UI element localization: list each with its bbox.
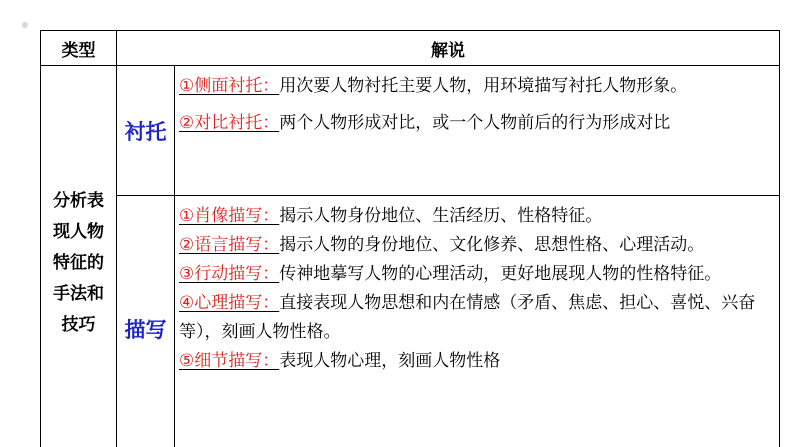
table-row (41, 66, 780, 196)
item-text: 用次要人物衬托主要人物，用环境描写衬托人物形象。 (279, 76, 688, 96)
category-label: 分析表现人物特征的手法和技巧 (53, 191, 104, 335)
contrast-content (175, 66, 780, 196)
list-item (179, 72, 775, 101)
item-text: 揭示人物的身份地位、文化修养、思想性格、心理活动。 (279, 235, 705, 255)
header-description: 解说 (117, 31, 780, 66)
item-label: ①肖像描写： (179, 206, 280, 226)
list-item (179, 109, 775, 138)
item-label: ②语言描写： (179, 235, 280, 255)
list-item (179, 231, 775, 260)
item-text: 揭示人物身份地位、生活经历、性格特征。 (279, 206, 603, 226)
table-row (41, 196, 780, 447)
item-label: ③行动描写： (179, 264, 280, 284)
item-text: 传神地摹写人物的心理活动，更好地展现人物的性格特征。 (279, 264, 722, 284)
list-item (179, 347, 775, 376)
item-text: 两个人物形成对比，或一个人物前后的行为形成对比 (279, 113, 671, 133)
slide-corner-dot (22, 22, 28, 28)
item-text: 直接表现人物思想和内在情感（矛盾、焦虑、担心、喜悦、兴奋等），刻画人物性格。 (179, 293, 756, 342)
item-label: ②对比衬托： (179, 113, 280, 133)
item-label: ①侧面衬托： (179, 76, 280, 96)
list-item (179, 260, 775, 289)
item-label: ⑤细节描写： (179, 351, 280, 371)
description-content (175, 196, 780, 447)
analysis-table (40, 30, 780, 447)
category-cell (41, 66, 117, 447)
item-text: 表现人物心理，刻画人物性格 (279, 351, 501, 371)
list-item (179, 202, 775, 231)
subcategory-contrast: 衬托 (117, 66, 175, 196)
item-label: ④心理描写： (179, 293, 280, 313)
list-item (179, 289, 775, 347)
table-header-row (41, 31, 780, 66)
subcategory-description: 描写 (117, 196, 175, 447)
header-type: 类型 (41, 31, 117, 66)
